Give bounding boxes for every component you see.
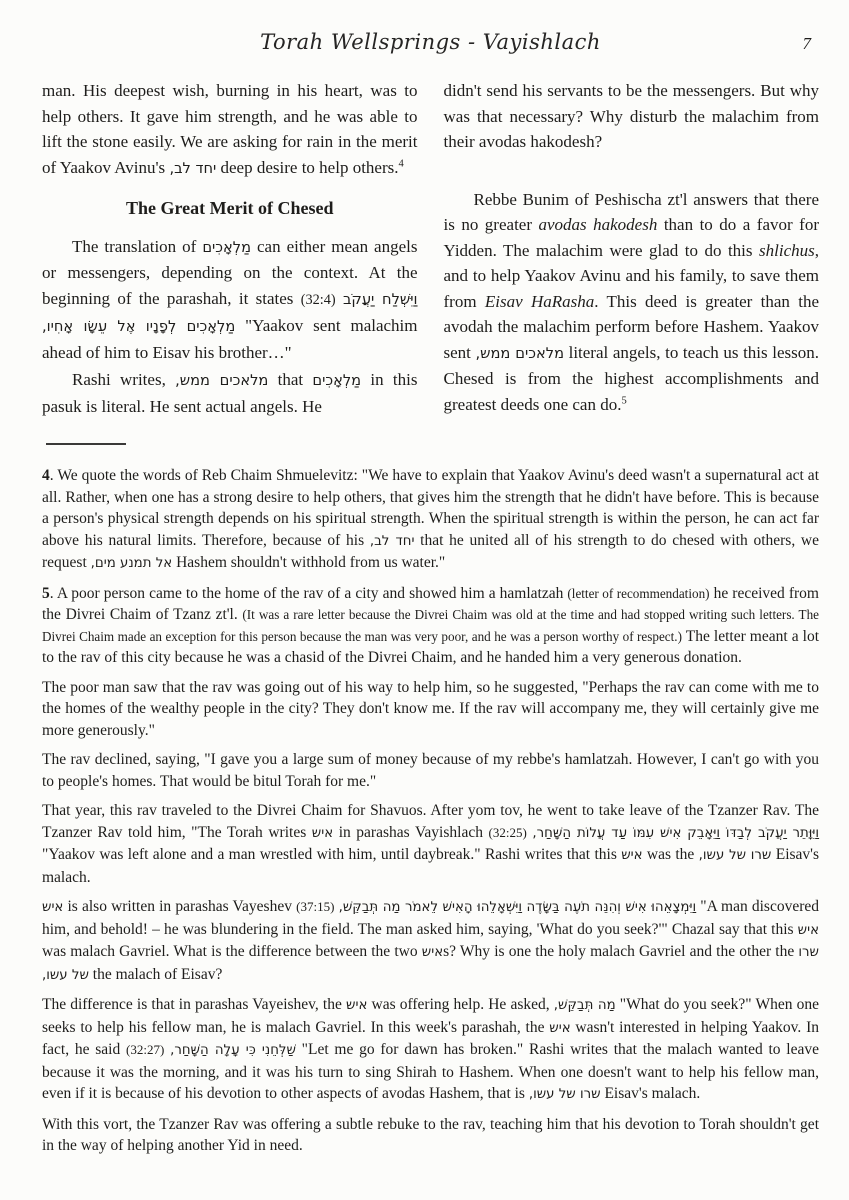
text-run: in this pasuk is literal. He sent actual angels. He <box>42 370 418 416</box>
text-run: the malach of Eisav? <box>88 965 223 983</box>
text-run: is also written in parashas Vayeshev <box>63 898 297 915</box>
footnote-5-paragraph-4 <box>42 800 819 888</box>
hebrew-text: מלאכים ממש, <box>175 372 269 389</box>
hebrew-text: שרו של עשו, <box>698 848 772 863</box>
hebrew-text: איש <box>549 1020 571 1036</box>
verse-reference: (32:27) <box>126 1042 165 1057</box>
text-run: The translation of <box>72 236 203 256</box>
hebrew-text: וַיִּוָּתֵר יַעֲקֹב לְבַדּוֹ וַיֵּאָבֵק אִישׁ עִמּוֹ עַד עֲלוֹת הַשָּׁחַר, <box>532 825 820 841</box>
text-run: he received from the Divrei Chaim of Tzanz zt'l. <box>42 584 819 623</box>
footnote-5-paragraph-2 <box>42 677 819 742</box>
right-paragraph-continuation <box>444 78 820 155</box>
text-run: deep desire to help others. <box>216 157 399 177</box>
footnote-marker: 4 <box>398 157 404 169</box>
text-run <box>336 289 343 308</box>
hebrew-text: מַלְאָכִים <box>202 238 251 256</box>
text-run: "What do you seek?" When one seeks to help his fellow man, he is malach Gavriel. In this week's parashah, the <box>42 996 820 1036</box>
text-run: literal angels, to teach us this lesson. Chesed is from the highest accomplishments and greatest deeds one can do. <box>443 342 819 414</box>
footnote-5-paragraph-7 <box>42 1114 819 1157</box>
hebrew-text: איש <box>797 922 819 938</box>
hebrew-text: שַׁלְּחֵנִי כִּי עָלָה הַשָּׁחַר, <box>170 1043 296 1058</box>
text-run: can either mean angels or messengers, depending on the context. At the beginning of the parashah, it states <box>42 236 418 308</box>
text-run: 4 <box>42 467 50 484</box>
text-run: Rashi writes, <box>72 370 176 389</box>
footnotes <box>42 465 819 1157</box>
hebrew-text: וַיִּשְׁלַח יַעֲקֹב מַלְאָכִים לְפָנָיו אֶל עֵשָׂו אָחִיו, <box>42 290 418 335</box>
right-paragraph-rebbe-bunim <box>444 187 820 418</box>
hebrew-text: איש <box>621 848 643 863</box>
text-run: avodas hakodesh <box>538 215 658 234</box>
text-run: was malach Gavriel. What is the difference between the two <box>42 943 422 960</box>
text-run: shlichus <box>759 240 815 260</box>
text-run: 5 <box>42 584 50 602</box>
left-paragraph-translation <box>42 234 418 366</box>
text-run: Eisav's malach. <box>600 1085 701 1102</box>
text-run: (letter of recommendation) <box>567 585 710 601</box>
footnote-5-paragraph-1 <box>42 583 819 669</box>
hebrew-text: איש <box>311 825 334 841</box>
left-paragraph-continuation <box>42 78 418 181</box>
hebrew-text: מלאכים ממש, <box>475 344 564 362</box>
column-left <box>42 78 418 419</box>
verse-reference: (32:25) <box>488 824 527 840</box>
text-run: was offering help. He asked, <box>367 996 554 1013</box>
hebrew-text: איש <box>421 945 444 960</box>
text-run: "Yaakov was left alone and a man wrestled with him, until daybreak." Rashi writes that this <box>42 846 622 863</box>
text-run: That year, this rav traveled to the Divrei Chaim for Shavuos. After yom tov, he went to take leave of the Tzanzer Rav. The Tzanzer Rav told him, "The Torah writes <box>42 802 819 841</box>
text-run: didn't send his servants to be the messengers. But why was that necessary? Why disturb the malachim from their avodas hakodesh? <box>443 81 819 151</box>
hebrew-text: יחד לב, <box>169 159 217 177</box>
text-run: The rav declined, saying, "I gave you a large sum of money because of my rebbe's hamlatzah. However, I can't go with you to people's homes. That would be bitul Torah for me." <box>42 751 819 790</box>
page-header <box>42 30 819 64</box>
hebrew-text: מַה תְּבַקֵּשׁ, <box>553 998 616 1013</box>
text-run: "Let me go for dawn has broken." Rashi writes that the malach wanted to leave because it was the morning, and it was his turn to sing Shirah to Hashem. When one doesn't want to help his fellow man, even if it is because of his devotion to other aspects of avodas Hashem, that is <box>42 1041 819 1102</box>
text-run: wasn't interested in helping Yaakov. In fact, he said <box>42 1018 819 1058</box>
text-run: Eisav HaRasha <box>484 291 595 311</box>
text-run: in parashas Vayishlach <box>333 823 489 841</box>
text-run: Eisav's malach. <box>42 846 819 886</box>
text-run: The difference is that in parashas Vayeishev, the <box>42 996 347 1013</box>
hebrew-text: וַיִּמְצָאֵהוּ אִישׁ וְהִנֵּה תֹעֶה בַּשָּׂדֶה וַיִּשְׁאָלֵהוּ הָאִישׁ לֵאמֹר מַה תְּבַקֵּשׁ, <box>338 900 697 915</box>
text-run: man. His deepest wish, burning in his heart, was to help others. It gave him strength, and he was able to lift the stone easily. We are asking for rain in the merit of Yaakov Avinu's <box>42 81 418 177</box>
text-run: s? Why is one the holy malach Gavriel and the other the <box>443 943 799 960</box>
column-right <box>444 78 820 419</box>
section-heading: The Great Merit of Chesed <box>125 198 334 218</box>
footnote-4-paragraph <box>42 465 819 575</box>
text-run: . A poor person came to the home of the rav of a city and showed him a hamlatzah <box>49 584 568 602</box>
text-run: that <box>268 370 313 389</box>
hebrew-text: איש <box>346 998 368 1013</box>
text-run: was the <box>642 846 699 863</box>
verse-reference: (32:4) <box>300 291 336 308</box>
page-header-title: Torah Wellsprings - Vayishlach <box>260 30 601 54</box>
text-run: that he united all of his strength to do chesed with others, we request <box>42 531 820 571</box>
text-run: The poor man saw that the rav was going out of his way to help him, so he suggested, "Perhaps the rav can come with me to the homes of the wealthy people in the city? They don't know me. If the rav will accompany me, they will certainly give me more generously." <box>42 678 819 739</box>
footnote-5-paragraph-6 <box>42 994 819 1106</box>
page-number: 7 <box>802 34 811 53</box>
text-run: . This deed is greater than the avodah the malachim perform before Hashem. Yaakov sent <box>443 291 819 362</box>
footnote-marker: 5 <box>621 394 627 406</box>
hebrew-text: אל תמנע מים, <box>90 556 173 571</box>
text-run: , and to help Yaakov Avinu and his family, to save them from <box>443 240 819 311</box>
hebrew-text: יחד לב, <box>369 533 415 549</box>
hebrew-text: שרו של עשו, <box>528 1087 601 1102</box>
text-run: The letter meant a lot to the rav of this city because he was a chasid of the Divrei Chaim, and he handed him a very generous donation. <box>42 627 819 666</box>
hebrew-text: שרו של עשו, <box>42 945 819 983</box>
text-run: Hashem shouldn't withhold from us water." <box>172 554 446 571</box>
hebrew-text: איש <box>42 900 64 915</box>
footnote-separator <box>46 443 126 445</box>
verse-reference: (37:15) <box>296 899 335 914</box>
text-run: "A man discovered him, and behold! – he was blundering in the field. The man asked him, saying, 'What do you seek?'" Chazal say that this <box>42 898 820 938</box>
text-run: . We quote the words of Reb Chaim Shmuelevitz: "We have to explain that Yaakov Avinu's deed wasn't a supernatural act at all. Rather, when one has a strong desire to help others, that gives him the strength that he didn't have before. This is because a person's physical strength depends on his spiritual strength. When the spiritual strength is within the person, he can act far above his natural limits. Therefore, because of his <box>42 467 819 549</box>
text-run: Rebbe Bunim of Peshischa zt'l answers that there is no greater <box>443 189 819 234</box>
hebrew-text: מַלְאָכִים <box>312 372 362 389</box>
main-text <box>42 78 819 419</box>
text-run: With this vort, the Tzanzer Rav was offering a subtle rebuke to the rav, teaching him that his devotion to Torah shouldn't get in the way of helping another Yid in need. <box>42 1115 819 1154</box>
footnote-5-paragraph-3 <box>42 749 819 792</box>
left-paragraph-rashi <box>42 367 418 419</box>
footnote-5-paragraph-5 <box>42 896 819 986</box>
text-run: than to do a favor for Yidden. The malachim were glad to do this <box>443 215 819 260</box>
text-run: "Yaakov sent malachim ahead of him to Eisav his brother…" <box>42 316 418 362</box>
text-run: (It was a rare letter because the Divrei Chaim was old at the time and had stopped writing such letters. The Divrei Chaim made an exception for this person because the man was very poor, and he was a person worthy of respect.) <box>42 607 819 644</box>
